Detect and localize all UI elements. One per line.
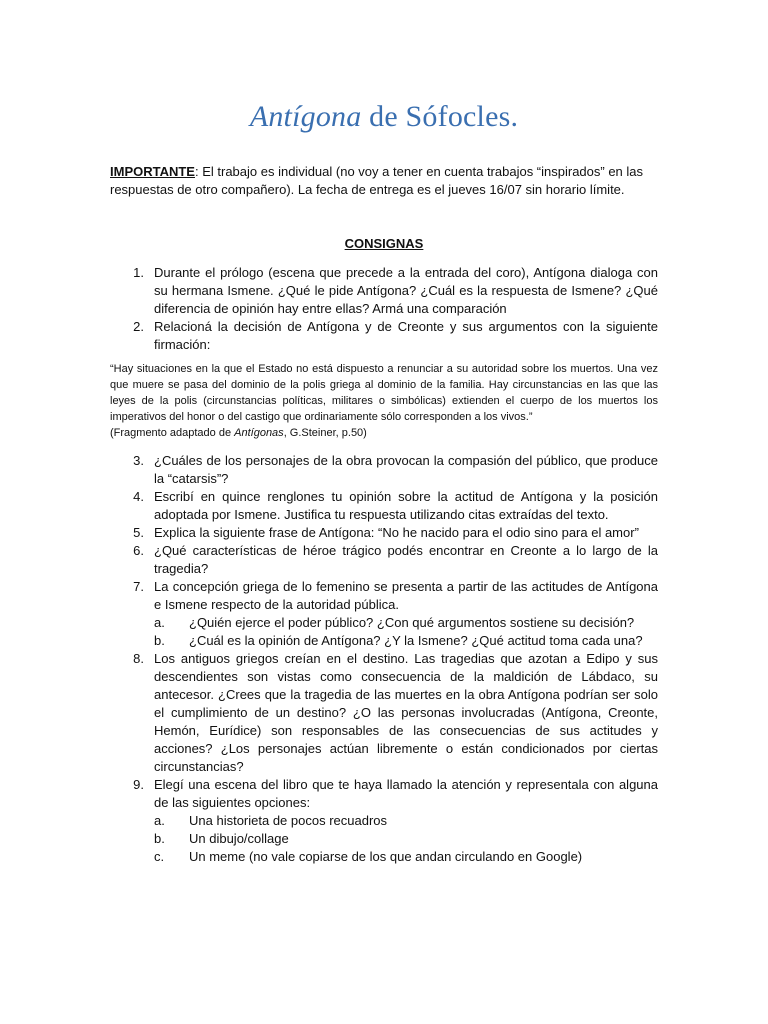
sub-item-text: Un dibujo/collage [189, 831, 289, 846]
item-number: 5. [133, 525, 144, 540]
sub-item-letter: b. [154, 831, 165, 846]
quote-source-post: , G.Steiner, p.50) [283, 427, 367, 439]
sub-item-letter: a. [154, 813, 165, 828]
item-number: 7. [133, 579, 144, 594]
item-number: 8. [133, 651, 144, 666]
list-item [110, 452, 658, 488]
important-label: IMPORTANTE [110, 164, 195, 179]
sub-item [110, 830, 658, 848]
list-item [110, 524, 658, 542]
quote-block [110, 361, 658, 441]
item-number: 3. [133, 453, 144, 468]
item-text: Los antiguos griegos creían en el destino. Las tragedias que azotan a Edipo y sus descendientes son vistas como consecuencia de la maldición de Lábdaco, su antecesor. ¿Crees que la tragedia de las muertes en la obra Antígona podrían ser solo el cumplimiento de un destino? ¿O las personas involucradas (Antígona, Creonte, Hemón, Eurídice) son responsables de las consecuencias de sus actitudes y acciones? ¿Los personajes actúan libremente o están condicionados por ciertas circunstancias? [154, 651, 658, 774]
sub-item-letter: c. [154, 849, 165, 864]
quote-source-book: Antígonas [234, 427, 284, 439]
item-text: ¿Qué características de héroe trágico podés encontrar en Creonte a lo largo de la tragedia? [154, 543, 658, 576]
document-title [0, 100, 768, 134]
instructions-list-part-2 [110, 452, 658, 866]
item-text: Elegí una escena del libro que te haya llamado la atención y representala con alguna de las siguientes opciones: [154, 777, 658, 810]
sub-item-text: ¿Cuál es la opinión de Antígona? ¿Y la Ismene? ¿Qué actitud toma cada una? [189, 633, 643, 648]
item-text: Durante el prólogo (escena que precede a la entrada del coro), Antígona dialoga con su hermana Ismene. ¿Qué le pide Antígona? ¿Cuál es la respuesta de Ismene? ¿Qué diferencia de opinión hay entre ellas? Armá una comparación [154, 265, 658, 316]
title-italic: Antígona [249, 100, 362, 133]
item-number: 9. [133, 777, 144, 792]
item-text: Relacioná la decisión de Antígona y de Creonte y sus argumentos con la siguiente firmación: [154, 319, 658, 352]
sub-item [110, 848, 658, 866]
list-item [110, 542, 658, 578]
list-item [110, 776, 658, 812]
quote-source-pre: (Fragmento adaptado de [110, 427, 235, 439]
item-number: 4. [133, 489, 144, 504]
section-heading-consignas: CONSIGNAS [344, 236, 424, 251]
sub-item-text: Un meme (no vale copiarse de los que andan circulando en Google) [189, 849, 583, 864]
title-rest: de Sófocles. [361, 100, 519, 133]
sub-item-letter: b. [154, 633, 165, 648]
item-text: La concepción griega de lo femenino se presenta a partir de las actitudes de Antígona e Ismene respecto de la autoridad pública. [154, 579, 658, 612]
sub-item-text: Una historieta de pocos recuadros [189, 813, 388, 828]
instructions-list-part-1 [110, 264, 658, 354]
sub-item-letter: a. [154, 615, 165, 630]
item-number: 6. [133, 543, 144, 558]
important-notice [110, 163, 665, 199]
item-text: Explica la siguiente frase de Antígona: “No he nacido para el odio sino para el amor” [154, 525, 639, 540]
sub-item [110, 614, 658, 632]
list-item [110, 264, 658, 318]
list-item [110, 318, 658, 354]
item-text: ¿Cuáles de los personajes de la obra provocan la compasión del público, que produce la “catarsis”? [154, 453, 658, 486]
sub-item [110, 632, 658, 650]
item-number: 1. [133, 265, 144, 280]
list-item [110, 650, 658, 776]
item-text: Escribí en quince renglones tu opinión sobre la actitud de Antígona y la posición adoptada por Ismene. Justifica tu respuesta utilizando citas extraídas del texto. [154, 489, 658, 522]
quote-text: “Hay situaciones en la que el Estado no está dispuesto a renunciar a su autoridad sobre los muertos. Una vez que muere se pasa del dominio de la polis griega al dominio de la familia. Hay circunstancias en las que las leyes de la polis (circunstancias políticas, militares o simbólicas) extienden el cuerpo de los muertos los imperativos del honor o del castigo que ordinariamente sólo corresponden a los vivos.” [110, 363, 658, 423]
list-item [110, 488, 658, 524]
sub-item [110, 812, 658, 830]
list-item [110, 578, 658, 614]
sub-item-text: ¿Quién ejerce el poder público? ¿Con qué argumentos sostiene su decisión? [189, 615, 635, 630]
item-number: 2. [133, 319, 144, 334]
important-text: : El trabajo es individual (no voy a tener en cuenta trabajos “inspirados” en las respuestas de otro compañero). La fecha de entrega es el jueves 16/07 sin horario límite. [110, 164, 644, 197]
